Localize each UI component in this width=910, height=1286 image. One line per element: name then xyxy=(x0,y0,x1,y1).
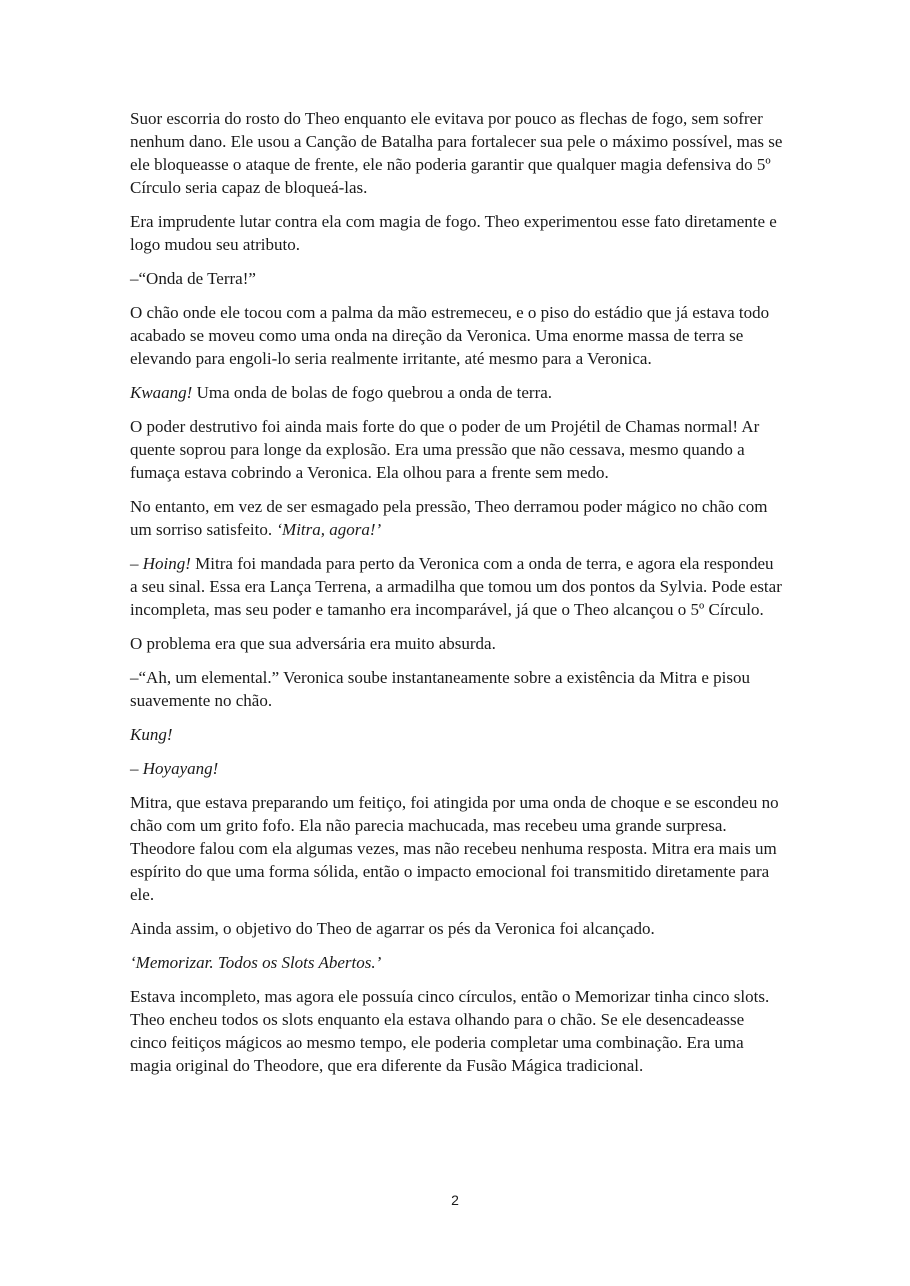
text-run: Mitra, que estava preparando um feitiço, foi atingida por uma onda de choque e se escondeu no chão com um grito fofo. Ela não parecia machucada, mas recebeu uma grande surpresa. Theodore falou com ela algumas vezes, mas não recebeu nenhuma resposta. Mitra era mais um espírito do que uma forma sólida, então o impacto emocional foi transmitido diretamente para ele. xyxy=(130,793,779,904)
text-run: Era imprudente lutar contra ela com magia de fogo. Theo experimentou esse fato diretamente e logo mudou seu atributo. xyxy=(130,212,777,254)
paragraph xyxy=(130,951,785,974)
italic-text: Hoing! xyxy=(142,554,191,573)
paragraph xyxy=(130,757,785,780)
paragraph xyxy=(130,791,785,906)
paragraph xyxy=(130,301,785,370)
paragraph xyxy=(130,666,785,712)
text-run: O chão onde ele tocou com a palma da mão estremeceu, e o piso do estádio que já estava todo acabado se moveu como uma onda na direção da Veronica. Uma enorme massa de terra se elevando para engoli-lo seria realmente irritante, até mesmo para a Veronica. xyxy=(130,303,770,368)
text-run: Ainda assim, o objetivo do Theo de agarrar os pés da Veronica foi alcançado. xyxy=(130,919,655,938)
italic-text: Kung! xyxy=(130,725,173,744)
italic-text: Hoyayang! xyxy=(142,759,219,778)
italic-text: Kwaang! xyxy=(130,383,193,402)
paragraph xyxy=(130,632,785,655)
text-run: Suor escorria do rosto do Theo enquanto ele evitava por pouco as flechas de fogo, sem sofrer nenhum dano. Ele usou a Canção de Batalha para fortalecer sua pele o máximo possível, mas se ele bloqueasse o ataque de frente, ele não poderia garantir que qualquer magia defensiva do 5º Círculo seria capaz de bloqueá-las. xyxy=(130,109,783,197)
text-run: Estava incompleto, mas agora ele possuía cinco círculos, então o Memorizar tinha cinco slots. Theo encheu todos os slots enquanto ela estava olhando para o chão. Se ele desencadeasse cinco feitiços mágicos ao mesmo tempo, ele poderia completar uma combinação. Era uma magia original do Theodore, que era diferente da Fusão Mágica tradicional. xyxy=(130,987,770,1075)
paragraph xyxy=(130,495,785,541)
paragraph xyxy=(130,267,785,290)
paragraph xyxy=(130,381,785,404)
text-run: –“Ah, um elemental.” Veronica soube instantaneamente sobre a existência da Mitra e pisou suavemente no chão. xyxy=(130,668,750,710)
paragraph xyxy=(130,985,785,1077)
paragraph xyxy=(130,107,785,199)
paragraph xyxy=(130,415,785,484)
paragraph xyxy=(130,917,785,940)
text-run: Uma onda de bolas de fogo quebrou a onda de terra. xyxy=(192,383,553,402)
paragraph xyxy=(130,210,785,256)
text-run: O problema era que sua adversária era muito absurda. xyxy=(130,634,496,653)
italic-text: ‘Mitra, agora!’ xyxy=(276,520,382,539)
paragraph xyxy=(130,723,785,746)
text-run: – xyxy=(130,759,143,778)
text-run: – xyxy=(130,554,143,573)
italic-text: ‘Memorizar. Todos os Slots Abertos.’ xyxy=(130,953,382,972)
body-text xyxy=(130,107,785,1088)
text-run: O poder destrutivo foi ainda mais forte do que o poder de um Projétil de Chamas normal! Ar quente soprou para longe da explosão. Era uma pressão que não cessava, mesmo quando a fumaça estava cobrindo a Veronica. Ela olhou para a frente sem medo. xyxy=(130,417,760,482)
text-run: No entanto, em vez de ser esmagado pela pressão, Theo derramou poder mágico no chão com um sorriso satisfeito. xyxy=(130,497,768,539)
text-run: Mitra foi mandada para perto da Veronica com a onda de terra, e agora ela respondeu a seu sinal. Essa era Lança Terrena, a armadilha que tomou um dos pontos da Sylvia. Pode estar incompleta, mas seu poder e tamanho era incomparável, já que o Theo alcançou o 5º Círculo. xyxy=(130,554,782,619)
page-number: 2 xyxy=(451,1192,459,1208)
text-run: –“Onda de Terra!” xyxy=(130,269,256,288)
paragraph xyxy=(130,552,785,621)
